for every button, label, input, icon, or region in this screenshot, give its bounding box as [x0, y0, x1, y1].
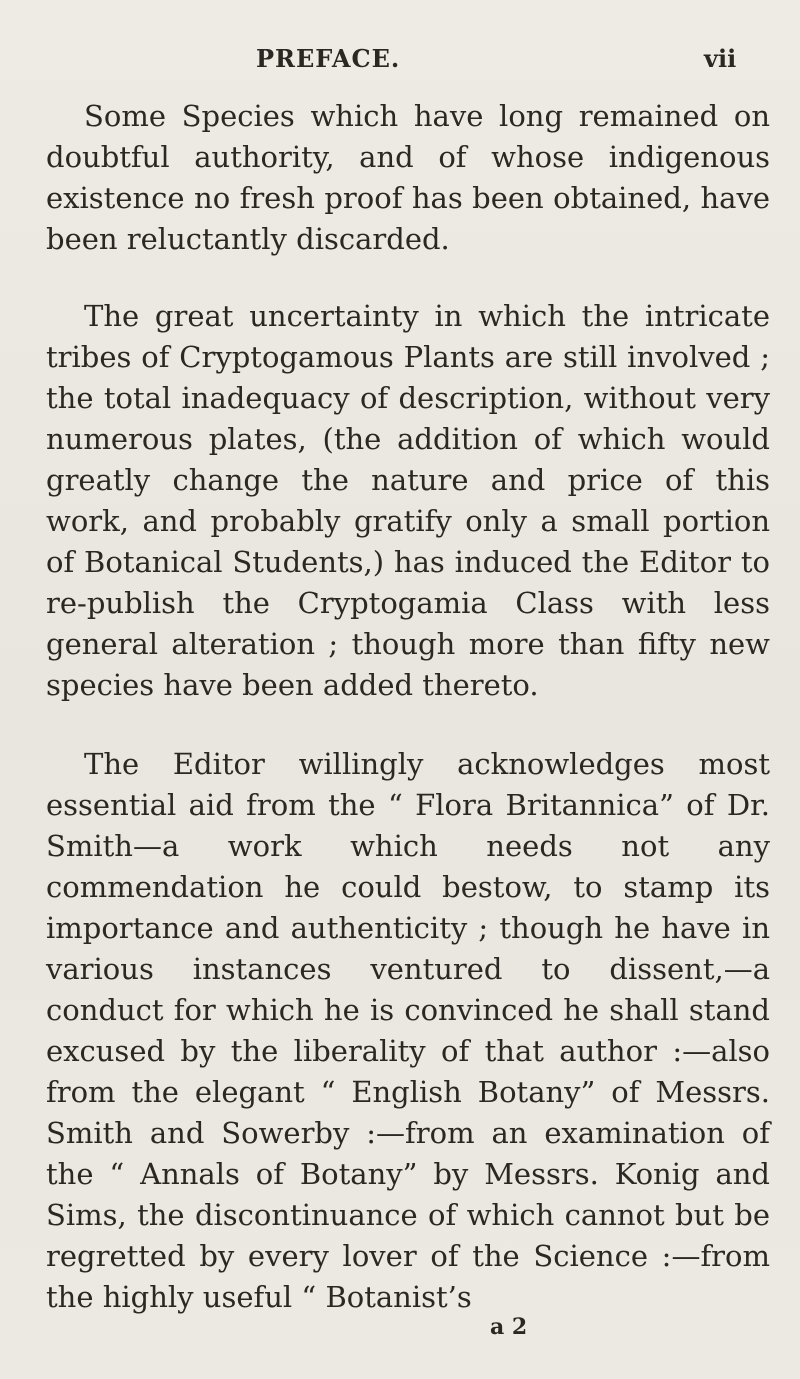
page-header — [0, 44, 800, 88]
running-head: PREFACE. — [256, 44, 401, 73]
paragraph-1: Some Species which have long remained on doubtful authority, and of whose indigenous existence no fresh proof has been obtained, have been reluctantly discarded. — [46, 99, 770, 256]
signature-mark: a 2 — [490, 1314, 528, 1340]
body-text — [46, 96, 770, 1318]
paragraph-2: The great uncertainty in which the intricate tribes of Cryptogamous Plants are still involved ; the total inadequacy of description, without very numerous plates, (the addition of which would greatly change the nature and price of this work, and probably gratify only a small portion of Botanical Students,) has induced the Editor to re-publish the Cryptogamia Class with less general alteration ; though more than fifty new species have been added thereto. — [46, 299, 770, 702]
paragraph-3: The Editor willingly acknowledges most essential aid from the “ Flora Britannica” of Dr. Smith—a work which needs not any commendation he could bestow, to stamp its importance and authenticity ; though he have in various instances ventured to dissent,—a conduct for which he is convinced he shall stand excused by the liberality of that author :—also from the elegant “ English Botany” of Messrs. Smith and Sowerby :—from an examination of the “ Annals of Botany” by Messrs. Konig and Sims, the discontinuance of which cannot but be regretted by every lover of the Science :—from the highly useful “ Botanist’s — [46, 747, 770, 1314]
page-number: vii — [704, 44, 737, 73]
